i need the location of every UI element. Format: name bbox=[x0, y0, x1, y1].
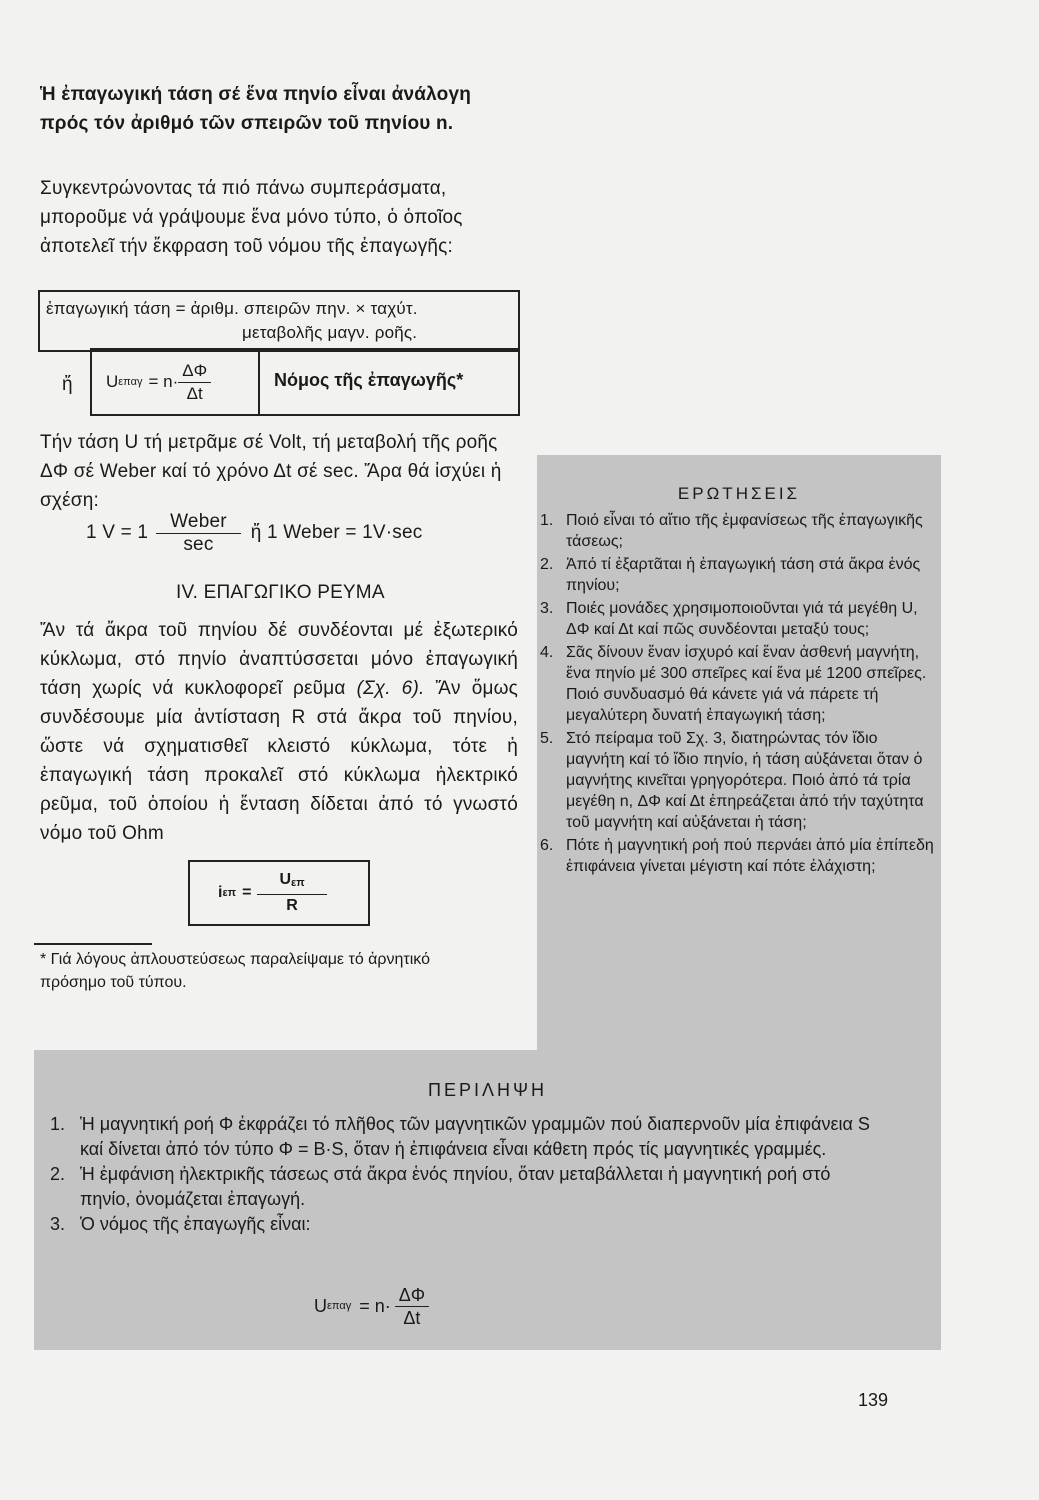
question-text: Σᾶς δίνουν ἕναν ἰσχυρό καί ἕναν ἀσθενή μαγνήτη, ἕνα πηνίο μέ 300 σπεῖρες καί ἕνα μέ 1200 σπεῖρες. Ποιό συνδυασμό θά κάνετε γιά νά πάρετε τή μεγαλύτερη δυνατή ἐπαγωγική τάση; bbox=[566, 644, 927, 724]
ohm-eq: = bbox=[242, 884, 252, 901]
summary-formula-sub: επαγ bbox=[327, 1300, 352, 1312]
question-text: Πότε ἡ μαγνητική ροή πού περνάει ἀπό μία ἐπίπεδη ἐπιφάνεια γίνεται μέγιστη καί πότε ἐλάχιστη; bbox=[566, 837, 934, 875]
formula-u: U bbox=[106, 372, 119, 391]
question-number: 4. bbox=[540, 644, 554, 661]
summary-formula-eq: = n· bbox=[359, 1295, 391, 1316]
summary-item bbox=[50, 1212, 880, 1237]
summary-formula-u: U bbox=[314, 1295, 327, 1316]
unit-numerator: Weber bbox=[156, 511, 241, 534]
question-item bbox=[540, 835, 936, 877]
unit-relation bbox=[86, 508, 422, 558]
question-number: 2. bbox=[540, 556, 554, 573]
paragraph-3-part2: Ἄν ὅμως συνδέσουμε μία ἀντίσταση R στά ἄκρα τοῦ πηνίου, ὥστε νά σχηματισθεῖ κλειστό κύκλωμα, τότε ἡ ἐπαγωγική τάση προκαλεῖ στό κύκλωμα ἠλεκτρικό ρεῦμα, τοῦ ὁποίου ἡ ἔνταση δίδεται ἀπό τό γνωστό νόμο τοῦ Ohm bbox=[40, 678, 518, 844]
page-number: 139 bbox=[858, 1390, 889, 1410]
paragraph-1: Συγκεντρώνοντας τά πιό πάνω συμπεράσματα, μποροῦμε νά γράψουμε ἕνα μόνο τύπο, ὁ ὁποῖος ἀποτελεῖ τήν ἔκφραση τοῦ νόμου τῆς ἐπαγωγῆς: bbox=[40, 178, 463, 257]
question-number: 1. bbox=[540, 512, 554, 529]
ohm-i: i bbox=[218, 884, 223, 901]
unit-denominator: sec bbox=[183, 533, 214, 555]
questions-list bbox=[540, 510, 936, 877]
ohm-num-u: U bbox=[279, 871, 292, 888]
questions-title: ΕΡΩΤΗΣΕΙΣ bbox=[677, 484, 801, 503]
summary-item bbox=[50, 1162, 880, 1212]
law-name: Νόμος τῆς ἐπαγωγῆς* bbox=[274, 370, 464, 390]
question-item bbox=[540, 598, 936, 640]
paragraph-3-part1: Ἄν τά ἄκρα τοῦ πηνίου δέ συνδέονται μέ ἐξωτερικό κύκλωμα, στό πηνίο ἀναπτύσσεται μόνο ἐπαγωγική τάση χωρίς νά κυκλοφορεῖ ρεῦμα bbox=[40, 620, 518, 699]
formula-fraction bbox=[178, 360, 211, 405]
question-item bbox=[540, 510, 936, 552]
law-text-box bbox=[38, 290, 520, 352]
summary-formula-numerator: ΔΦ bbox=[395, 1284, 429, 1307]
summary-text: Ἡ μαγνητική ροή Φ ἐκφράζει τό πλῆθος τῶν μαγνητικῶν γραμμῶν πού διαπερνοῦν μία ἐπιφάνεια S καί δίνεται ἀπό τόν τύπο Φ = B·S, ὅταν ἡ ἐπιφάνεια εἶναι κάθετη πρός τίς μαγνητικές γραμμές. bbox=[80, 1114, 870, 1159]
question-number: 6. bbox=[540, 837, 554, 854]
ohm-formula bbox=[218, 868, 327, 918]
question-item bbox=[540, 554, 936, 596]
question-item bbox=[540, 728, 936, 833]
question-text: Ποιό εἶναι τό αἴτιο τῆς ἐμφανίσεως τῆς ἐπαγωγικῆς τάσεως; bbox=[566, 512, 923, 550]
summary-number: 3. bbox=[50, 1214, 66, 1234]
question-text: Ποιές μονάδες χρησιμοποιοῦνται γιά τά μεγέθη U, ΔΦ καί Δt καί πῶς συνδέονται μεταξύ τους; bbox=[566, 600, 918, 638]
unit-right: ἤ 1 Weber = 1V·sec bbox=[250, 522, 423, 543]
ohm-denominator: R bbox=[286, 897, 298, 914]
footnote: * Γιά λόγους ἀπλουστεύσεως παραλείψαμε τό ἀρνητικό πρόσημο τοῦ τύπου. bbox=[40, 951, 430, 991]
intro-statement: Ἡ ἐπαγωγική τάση σέ ἕνα πηνίο εἶναι ἀνάλογη πρός τόν ἀριθμό τῶν σπειρῶν τοῦ πηνίου n. bbox=[40, 84, 472, 134]
summary-text: Ἡ ἐμφάνιση ἠλεκτρικῆς τάσεως στά ἄκρα ἑνός πηνίου, ὅταν μεταβάλλεται ἡ μαγνητική ροή στό πηνίο, ὀνομάζεται ἐπαγωγή. bbox=[80, 1164, 831, 1209]
question-text: Ἀπό τί ἐξαρτᾶται ἡ ἐπαγωγική τάση στά ἄκρα ἑνός πηνίου; bbox=[566, 556, 921, 594]
question-text: Στό πείραμα τοῦ Σχ. 3, διατηρώντας τόν ἴδιο μαγνήτη καί τό ἴδιο πηνίο, ἡ τάση αὐξάνεται ὅταν ὁ μαγνήτης κινεῖται γρηγορότερα. Ποιό ἀπό τά τρία μεγέθη n, ΔΦ καί Δt ἐπηρεάζεται ἀπό τήν ταχύτητα τοῦ μαγνήτη καί αὐξάνεται ἡ τάση; bbox=[566, 730, 924, 831]
summary-formula-fraction bbox=[395, 1284, 429, 1329]
footnote-rule bbox=[34, 943, 152, 945]
question-number: 3. bbox=[540, 600, 554, 617]
question-item bbox=[540, 642, 936, 726]
summary-title: ΠΕΡΙΛΗΨΗ bbox=[427, 1080, 548, 1100]
law-text-line2: μεταβολῆς μαγν. ροῆς. bbox=[242, 323, 418, 342]
summary-item bbox=[50, 1112, 880, 1162]
ohm-numerator bbox=[257, 869, 326, 895]
law-divider bbox=[258, 350, 260, 414]
ohm-fraction bbox=[257, 869, 326, 917]
unit-fraction bbox=[156, 511, 241, 556]
unit-left: 1 V = 1 bbox=[86, 522, 149, 543]
summary-text: Ὁ νόμος τῆς ἐπαγωγῆς εἶναι: bbox=[80, 1214, 311, 1234]
paragraph-3 bbox=[40, 616, 518, 848]
summary-formula-denominator: Δt bbox=[403, 1307, 421, 1328]
formula-denominator: Δt bbox=[186, 383, 203, 403]
question-number: 5. bbox=[540, 730, 554, 747]
formula-numerator: ΔΦ bbox=[178, 360, 211, 383]
law-formula-box bbox=[90, 348, 520, 416]
ohm-i-sub: επ bbox=[222, 887, 237, 899]
law-formula bbox=[106, 358, 211, 406]
ohm-formula-box bbox=[188, 860, 370, 926]
formula-eq: = n· bbox=[148, 372, 179, 391]
law-text-line1: ἐπαγωγική τάση = ἀριθμ. σπειρῶν πην. × ταχύτ. bbox=[46, 299, 418, 318]
paragraph-2: Τήν τάση U τή μετρᾶμε σέ Volt, τή μεταβολή τῆς ροῆς ΔΦ σέ Weber καί τό χρόνο Δt σέ sec. Ἄρα θά ἰσχύει ἡ σχέση: bbox=[40, 432, 502, 511]
section-heading: IV. ΕΠΑΓΩΓΙΚΟ ΡΕΥΜΑ bbox=[176, 582, 385, 603]
ohm-num-sub: επ bbox=[291, 877, 305, 889]
summary-number: 1. bbox=[50, 1114, 66, 1134]
formula-u-sub: επαγ bbox=[118, 376, 143, 388]
summary-law-formula bbox=[314, 1278, 429, 1334]
figure-ref: (Σχ. 6). bbox=[356, 678, 425, 699]
summary-list bbox=[50, 1112, 880, 1237]
summary-number: 2. bbox=[50, 1164, 66, 1184]
or-label: ἤ bbox=[62, 374, 73, 395]
